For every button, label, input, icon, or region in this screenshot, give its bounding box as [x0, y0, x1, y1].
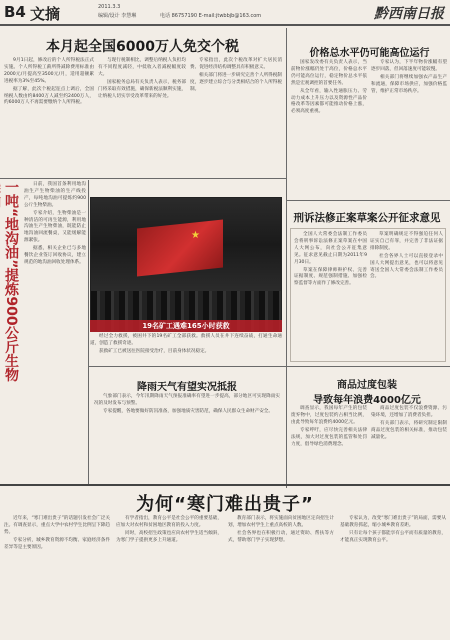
paragraph: 草案明确规定不得强迫任何人证实自己有罪，并完善了非法证据排除制度。 [370, 232, 443, 251]
article-price-col2 [371, 60, 447, 196]
article-price-col1 [291, 60, 367, 196]
paragraph: 专家呼吁，应尽快完善相关法律法规，加大对过度包装的监管和处罚力度，倡导绿色消费理念。 [291, 427, 367, 447]
contact-line: 电话 86757190 E-mail:jtwbbjb@163.com [160, 13, 262, 19]
paragraph: 日前，我国首条利用地沟油生产生物柴油的生产线投产，每吨地沟油可提炼约900公斤生物柴油。 [24, 182, 86, 208]
paragraph: 只有让每个孩子都能享有公平而有质量的教育，才能真正实现教育公平。 [340, 530, 446, 543]
photo-article [90, 334, 282, 364]
headline-main: 本月起全国6000万人免交个税 [46, 39, 239, 55]
section-divider [0, 178, 286, 179]
article-goods-col1 [291, 406, 367, 482]
paragraph: 专家认为，下半年物价涨幅有望逐步回落，但回落速度可能较慢。 [371, 60, 447, 72]
headline-price: 价格总水平仍可能高位运行 [309, 48, 430, 59]
paragraph: 教育部门表示，将实施面向贫困地区定向招生计划，增加农村学生上重点高校的人数。 [228, 516, 334, 528]
section-name: 文摘 [30, 5, 61, 23]
paragraph: 近年来，“寒门难出贵子”的话题引发社会广泛关注。有调查显示，重点大学中农村学生比例呈下降趋势。 [4, 516, 110, 535]
headline-goods-line2: 导致每年浪费4000亿元 [313, 395, 421, 406]
paragraph: 商品过度包装不仅浪费资源、污染环境，还增加了消费者负担。 [371, 406, 447, 418]
flag-graphic [137, 219, 223, 276]
paragraph: 有学者指出，教育公平是社会公平的重要基础，应加大对农村和贫困地区教育的投入力度。 [116, 516, 222, 528]
news-photo [90, 197, 282, 332]
headline-poor: 为何“寒门难出贵子” [136, 494, 314, 515]
paragraph: 相关部门将进一步研究完善个人所得税制度，逐步建立综合与分类相结合的个人所得税制。 [190, 72, 282, 92]
paragraph: 同时，高校招生政策也应向农村学生适当倾斜，为寒门学子提供更多上升通道。 [116, 530, 222, 543]
paragraph: 专家分析，城乡教育资源不均衡、家庭经济条件差异等是主要原因。 [4, 537, 110, 550]
headline-vertical: 一吨“地沟油”提炼900公斤生物 [3, 180, 19, 382]
paragraph: 据了解，此次个税起征点上调后，全国纳税人数由约8400万人减至约2400万人，约6000万人不再需要缴纳个人所得税。 [4, 86, 94, 106]
paragraph: 经过全力救援，被困井下的19名矿工全部获救。救援人员在井下连续奋战，打通生命通道，创造了救援奇迹。 [90, 334, 282, 346]
column-divider [286, 28, 287, 488]
headline-goods-line1: 商品过度包装 [337, 380, 397, 391]
article-oil [24, 182, 86, 482]
paragraph: 草案在保障律师辩护权、完善证据制度、规范强制措施、加强检察监督等方面作了修改完善。 [294, 267, 367, 287]
editor-line: 编辑/设计 李慧琳 [98, 13, 137, 19]
issue-date: 2011.3.3 [98, 4, 121, 10]
paragraph: 9月1日起，修改后的个人所得税法正式实施。个人所得税工薪所得减除费用标准由2000元/月提高至3500元/月，适用超额累进税率为3%至45%。 [4, 58, 94, 84]
article-main-col1 [4, 58, 94, 176]
headline-rain: 降雨天气有望实况抵报 [137, 382, 237, 393]
paragraph: 国家税务总局有关负责人表示，税务部门将采取有效措施，确保新税法顺利实施，让纳税人切实享受改革带来的好处。 [98, 79, 186, 99]
paragraph: 社会各界人士可以直接登录中国人大网提出意见，也可以将意见寄送全国人大常委会法制工作委员会。 [370, 253, 443, 280]
paragraph: 专家提醒，各地要做好防汛准备，加强地质灾害防范，确保人民群众生命财产安全。 [103, 408, 273, 414]
article-legal-col2 [370, 232, 443, 358]
article-goods-col2 [371, 406, 447, 482]
paragraph: 专家认为，改变“寒门难出贵子”的局面，需要从基础教育抓起，缩小城乡教育差距。 [340, 516, 446, 528]
photo-caption: 19名矿工遇难165小时获救 [90, 320, 282, 332]
article-main-col2 [98, 58, 186, 176]
paragraph: 据悉，相关企业已与多地餐饮企业签订回收协议，建立规范的地沟油回收处理体系。 [24, 246, 86, 265]
article-poor-col3 [228, 516, 334, 638]
paragraph: 社会各界也在积极行动，通过资助、帮扶等方式，帮助寒门学子实现梦想。 [228, 530, 334, 543]
paragraph: 与现行税制相比，调整后纳税人负担均有不同程度减轻，中低收入者减税幅度较大。 [98, 58, 186, 77]
paragraph: 全国人大常委会法制工作委员会将刑事诉讼法修正案草案在中国人大网公布，向社会公开征集意见。征求意见截止日期为2011年9月30日。 [294, 232, 367, 265]
paragraph: 有关部门表示，将研究制定限制商品过度包装的相关标准，推动包装减量化。 [371, 420, 447, 440]
paper-name-logo: 黔西南日报 [374, 6, 444, 22]
paragraph: 专家指出，此次个税改革对扩大居民消费、促进经济结构调整具有积极意义。 [190, 58, 282, 70]
column-divider [88, 180, 89, 484]
headline-legal: 刑诉法修正案草案公开征求意见 [293, 212, 441, 224]
paragraph: 获救矿工已被送往医院接受治疗，目前身体状况稳定。 [99, 348, 210, 354]
article-poor-col2 [116, 516, 222, 638]
section-divider [286, 200, 450, 201]
paragraph: 气象部门表示，今年汛期降雨天气预报准确率有望进一步提高，部分地区可实现降雨实况的及时发布与预警。 [94, 394, 280, 406]
paragraph: 相关部门将继续加强农产品生产和流通，保障市场供应，加强价格监管，维护正常市场秩序。 [371, 74, 447, 94]
article-poor-col4 [340, 516, 446, 638]
paragraph: 调查显示，我国每年产生的包装废弃物中，过度包装约占相当比例，由此导致每年浪费约4000亿元。 [291, 406, 367, 425]
article-poor-col1 [4, 516, 110, 638]
section-code: B4 [4, 3, 26, 21]
section-divider [286, 366, 450, 367]
paragraph: 专家介绍，生物柴油是一种清洁的可再生能源，利用地沟油生产生物柴油，既能防止地沟油回流餐桌，又能缓解能源紧张。 [24, 210, 86, 244]
paragraph: 从全年看，输入性通胀压力、劳动力成本上升压力以及资源性产品价格改革等因素都可能推动价格上涨，必须高度重视。 [291, 88, 367, 115]
section-divider [0, 484, 450, 486]
star-icon: ★ [191, 230, 200, 241]
paragraph: 国家发改委有关负责人表示，当前物价涨幅仍处于高位，价格总水平仍可能高位运行，稳定物价总水平依然是宏观调控的首要任务。 [291, 60, 367, 86]
section-divider [88, 366, 286, 367]
article-rain [94, 394, 280, 482]
article-main-col3 [190, 58, 282, 176]
article-legal-col1 [294, 232, 367, 358]
